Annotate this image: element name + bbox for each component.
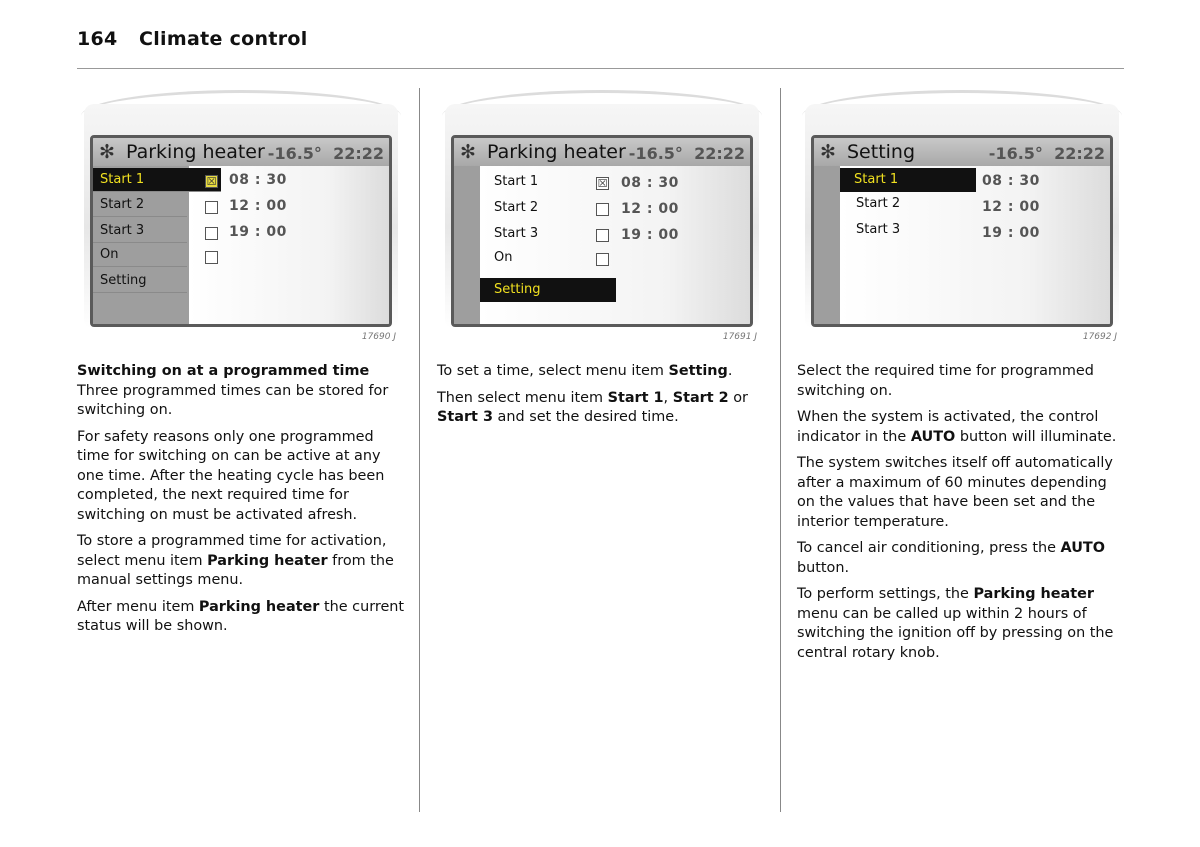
figure-code: 17690 J: [361, 332, 396, 342]
info-display: [90, 135, 392, 327]
menu-item-start-3[interactable]: Start 3: [93, 219, 187, 243]
text-column-1: [77, 362, 407, 644]
paragraph: When the system is activated, the control indicator in the AUTO button will illuminate.: [797, 409, 1117, 445]
figure-code: 17691 J: [722, 332, 757, 342]
time-start-3: 19 : 00: [621, 227, 679, 243]
figure-code: 17692 J: [1082, 332, 1117, 342]
time-start-1: 08 : 30: [229, 172, 287, 188]
page-title: Climate control: [139, 28, 308, 50]
menu-item-start-1[interactable]: Start 1: [93, 168, 221, 192]
menu-item-setting[interactable]: Setting: [93, 269, 187, 293]
checkbox-on[interactable]: [205, 251, 218, 264]
checkbox-start-1[interactable]: ☒: [597, 177, 608, 190]
time-start-2: 12 : 00: [621, 201, 679, 217]
paragraph: The system switches itself off automatically after a maximum of 60 minutes depending on the values that have been set and the interior temperature.: [797, 455, 1113, 530]
temperature-clock: -16.5° 22:22: [628, 144, 745, 163]
display-screenshot-2: [437, 90, 767, 342]
menu-item-start-2[interactable]: Start 2: [93, 193, 187, 217]
menu-item-start-1[interactable]: Start 1: [840, 168, 976, 192]
menu-item-start-2[interactable]: Start 2: [856, 196, 901, 211]
info-display: [811, 135, 1113, 327]
display-title: Setting: [847, 141, 916, 163]
checkbox-start-2[interactable]: [205, 201, 218, 214]
menu-item-start-1[interactable]: Start 1: [494, 174, 539, 189]
menu-item-start-3[interactable]: Start 3: [494, 226, 539, 241]
display-screenshot-1: [76, 90, 406, 342]
paragraph: To cancel air conditioning, press the AUTO button.: [797, 540, 1105, 576]
text-column-3: [797, 362, 1125, 670]
menu-item-start-2[interactable]: Start 2: [494, 200, 539, 215]
time-start-1[interactable]: 08 : 30: [982, 173, 1040, 189]
checkbox-start-1[interactable]: ☒: [206, 175, 217, 188]
checkbox-start-2[interactable]: [596, 203, 609, 216]
section-heading: Switching on at a programmed time: [77, 363, 370, 379]
time-start-3[interactable]: 19 : 00: [982, 225, 1040, 241]
paragraph: To store a programmed time for activation, select menu item Parking heater from the manual settings menu.: [77, 533, 394, 588]
column-divider-2: [780, 88, 781, 812]
display-screenshot-3: [797, 90, 1127, 342]
menu-item-setting[interactable]: Setting: [480, 278, 616, 302]
menu-item-on[interactable]: On: [494, 250, 513, 265]
temperature-clock: -16.5° 22:22: [988, 144, 1105, 163]
display-title: Parking heater: [487, 141, 626, 163]
time-start-2: 12 : 00: [229, 198, 287, 214]
menu-item-start-3[interactable]: Start 3: [856, 222, 901, 237]
display-title: Parking heater: [126, 141, 265, 163]
paragraph: After menu item Parking heater the current status will be shown.: [77, 598, 405, 634]
display-title-bar: [93, 138, 389, 166]
paragraph: For safety reasons only one programmed time for switching on can be active at any one time. After the heating cycle has been completed, the next required time for switching on must be activated afresh.: [77, 428, 385, 523]
paragraph: Switching on at a programmed time Three programmed times can be stored for switching on.: [77, 363, 389, 418]
page-header: [77, 28, 308, 50]
header-rule: [77, 68, 1124, 69]
checkbox-start-3[interactable]: [205, 227, 218, 240]
menu-item-on[interactable]: On: [93, 243, 187, 267]
fan-icon: ✻: [99, 141, 115, 163]
time-start-1: 08 : 30: [621, 175, 679, 191]
paragraph: To perform settings, the Parking heater menu can be called up within 2 hours of switching the ignition off by pressing on the central rotary knob.: [797, 586, 1114, 661]
info-display: [451, 135, 753, 327]
menu-column: [814, 166, 840, 324]
checkbox-start-3[interactable]: [596, 229, 609, 242]
display-title-bar: [454, 138, 750, 166]
column-divider-1: [419, 88, 420, 812]
fan-icon: ✻: [460, 141, 476, 163]
temperature-clock: -16.5° 22:22: [267, 144, 384, 163]
checkbox-on[interactable]: [596, 253, 609, 266]
paragraph: Then select menu item Start 1, Start 2 or Start 3 and set the desired time.: [437, 389, 748, 425]
text-column-2: [437, 362, 767, 435]
page-number: 164: [77, 28, 118, 50]
fan-icon: ✻: [820, 141, 836, 163]
paragraph: Select the required time for programmed switching on.: [797, 363, 1094, 399]
time-start-2[interactable]: 12 : 00: [982, 199, 1040, 215]
display-title-bar: [814, 138, 1110, 166]
paragraph: To set a time, select menu item Setting.: [437, 363, 733, 379]
time-start-3: 19 : 00: [229, 224, 287, 240]
menu-column: [454, 166, 480, 324]
